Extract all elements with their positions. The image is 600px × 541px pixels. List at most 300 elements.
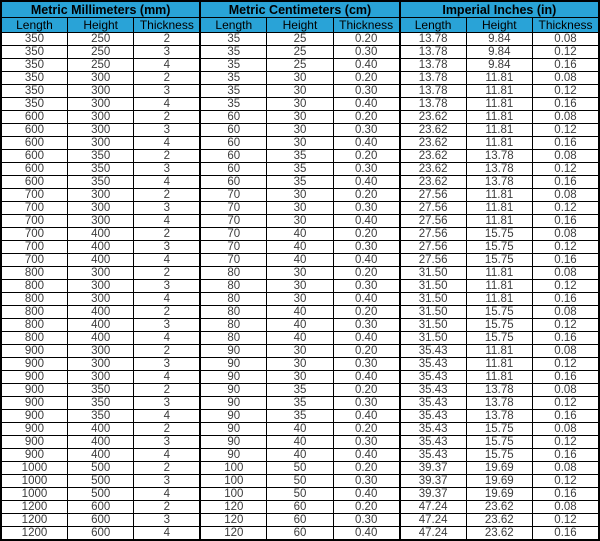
table-cell: 350 — [67, 397, 133, 410]
table-cell: 2 — [134, 501, 200, 514]
table-cell: 0.12 — [533, 124, 600, 137]
table-row — [1, 436, 599, 449]
table-cell: 250 — [67, 33, 133, 46]
table-cell: 800 — [1, 319, 67, 332]
table-cell: 30 — [267, 111, 333, 124]
table-cell: 15.75 — [466, 449, 532, 462]
table-cell: 4 — [134, 59, 200, 72]
table-cell: 600 — [1, 111, 67, 124]
table-cell: 40 — [267, 319, 333, 332]
section-header-cm: Metric Centimeters (cm) — [200, 1, 399, 18]
table-cell: 31.50 — [400, 267, 466, 280]
table-cell: 0.12 — [533, 436, 600, 449]
table-cell: 25 — [267, 33, 333, 46]
table-cell: 120 — [200, 501, 266, 514]
table-cell: 0.16 — [533, 59, 600, 72]
table-cell: 700 — [1, 189, 67, 202]
table-cell: 0.20 — [333, 345, 399, 358]
table-cell: 30 — [267, 267, 333, 280]
table-cell: 15.75 — [466, 241, 532, 254]
table-cell: 0.12 — [533, 358, 600, 371]
table-cell: 4 — [134, 176, 200, 189]
table-cell: 0.08 — [533, 306, 600, 319]
table-cell: 0.12 — [533, 46, 600, 59]
table-cell: 0.40 — [333, 98, 399, 111]
table-cell: 80 — [200, 293, 266, 306]
table-cell: 2 — [134, 423, 200, 436]
table-cell: 35.43 — [400, 423, 466, 436]
table-cell: 27.56 — [400, 228, 466, 241]
table-row — [1, 98, 599, 111]
table-cell: 250 — [67, 46, 133, 59]
table-cell: 31.50 — [400, 306, 466, 319]
table-cell: 0.20 — [333, 306, 399, 319]
table-cell: 900 — [1, 423, 67, 436]
table-row — [1, 371, 599, 384]
table-cell: 50 — [267, 475, 333, 488]
table-cell: 40 — [267, 436, 333, 449]
table-cell: 0.30 — [333, 280, 399, 293]
table-cell: 15.75 — [466, 228, 532, 241]
table-cell: 90 — [200, 397, 266, 410]
table-row — [1, 46, 599, 59]
table-cell: 70 — [200, 241, 266, 254]
table-cell: 400 — [67, 254, 133, 267]
table-cell: 0.12 — [533, 202, 600, 215]
table-row — [1, 72, 599, 85]
column-header-cm-height: Height — [267, 18, 333, 33]
table-cell: 0.08 — [533, 33, 600, 46]
table-cell: 0.12 — [533, 475, 600, 488]
table-cell: 35 — [200, 33, 266, 46]
table-cell: 300 — [67, 137, 133, 150]
table-cell: 35.43 — [400, 384, 466, 397]
table-row — [1, 163, 599, 176]
table-cell: 30 — [267, 358, 333, 371]
table-cell: 0.30 — [333, 475, 399, 488]
table-cell: 0.08 — [533, 267, 600, 280]
table-cell: 900 — [1, 436, 67, 449]
table-row — [1, 488, 599, 501]
table-cell: 0.30 — [333, 124, 399, 137]
table-cell: 9.84 — [466, 59, 532, 72]
table-cell: 35 — [267, 163, 333, 176]
table-cell: 30 — [267, 124, 333, 137]
table-cell: 11.81 — [466, 371, 532, 384]
table-cell: 23.62 — [400, 124, 466, 137]
table-cell: 3 — [134, 475, 200, 488]
table-cell: 3 — [134, 319, 200, 332]
section-header-mm: Metric Millimeters (mm) — [1, 1, 200, 18]
table-cell: 13.78 — [466, 397, 532, 410]
table-cell: 3 — [134, 202, 200, 215]
table-cell: 400 — [67, 436, 133, 449]
table-cell: 600 — [1, 137, 67, 150]
table-cell: 0.30 — [333, 202, 399, 215]
table-cell: 40 — [267, 332, 333, 345]
table-cell: 70 — [200, 215, 266, 228]
table-cell: 350 — [67, 410, 133, 423]
table-cell: 30 — [267, 137, 333, 150]
table-cell: 30 — [267, 98, 333, 111]
table-cell: 90 — [200, 436, 266, 449]
table-cell: 250 — [67, 59, 133, 72]
table-cell: 30 — [267, 202, 333, 215]
table-cell: 2 — [134, 150, 200, 163]
table-cell: 350 — [1, 46, 67, 59]
table-cell: 300 — [67, 85, 133, 98]
table-cell: 4 — [134, 215, 200, 228]
table-cell: 2 — [134, 462, 200, 475]
table-cell: 15.75 — [466, 254, 532, 267]
table-row — [1, 33, 599, 46]
table-cell: 40 — [267, 423, 333, 436]
table-cell: 27.56 — [400, 189, 466, 202]
table-cell: 900 — [1, 384, 67, 397]
table-cell: 13.78 — [466, 150, 532, 163]
table-cell: 13.78 — [400, 85, 466, 98]
table-cell: 3 — [134, 85, 200, 98]
table-cell: 1000 — [1, 488, 67, 501]
table-cell: 3 — [134, 163, 200, 176]
table-cell: 0.20 — [333, 423, 399, 436]
table-cell: 1200 — [1, 527, 67, 541]
table-cell: 3 — [134, 280, 200, 293]
table-row — [1, 384, 599, 397]
table-row — [1, 280, 599, 293]
table-cell: 19.69 — [466, 488, 532, 501]
table-cell: 600 — [1, 124, 67, 137]
table-cell: 27.56 — [400, 215, 466, 228]
table-cell: 0.08 — [533, 345, 600, 358]
table-cell: 0.16 — [533, 488, 600, 501]
table-cell: 60 — [200, 163, 266, 176]
table-cell: 0.30 — [333, 358, 399, 371]
table-row — [1, 189, 599, 202]
table-cell: 40 — [267, 254, 333, 267]
table-cell: 27.56 — [400, 202, 466, 215]
table-cell: 60 — [200, 111, 266, 124]
table-row — [1, 202, 599, 215]
table-cell: 500 — [67, 462, 133, 475]
table-cell: 60 — [200, 150, 266, 163]
table-cell: 31.50 — [400, 293, 466, 306]
table-cell: 0.20 — [333, 72, 399, 85]
table-cell: 80 — [200, 306, 266, 319]
table-cell: 35.43 — [400, 345, 466, 358]
table-cell: 13.78 — [466, 410, 532, 423]
table-cell: 100 — [200, 488, 266, 501]
table-cell: 350 — [1, 72, 67, 85]
table-cell: 39.37 — [400, 488, 466, 501]
table-cell: 30 — [267, 72, 333, 85]
table-cell: 60 — [267, 501, 333, 514]
table-cell: 11.81 — [466, 98, 532, 111]
table-cell: 11.81 — [466, 280, 532, 293]
table-cell: 0.08 — [533, 189, 600, 202]
table-row — [1, 241, 599, 254]
table-cell: 23.62 — [400, 163, 466, 176]
table-cell: 400 — [67, 228, 133, 241]
column-header-mm-height: Height — [67, 18, 133, 33]
table-cell: 0.12 — [533, 163, 600, 176]
table-cell: 0.30 — [333, 397, 399, 410]
table-cell: 400 — [67, 332, 133, 345]
column-header-in-thickness: Thickness — [533, 18, 600, 33]
table-cell: 30 — [267, 293, 333, 306]
table-cell: 300 — [67, 202, 133, 215]
table-cell: 0.12 — [533, 280, 600, 293]
table-cell: 0.16 — [533, 98, 600, 111]
table-cell: 11.81 — [466, 202, 532, 215]
table-cell: 23.62 — [400, 150, 466, 163]
table-row — [1, 475, 599, 488]
table-cell: 35 — [267, 176, 333, 189]
table-cell: 23.62 — [400, 111, 466, 124]
table-cell: 90 — [200, 423, 266, 436]
table-cell: 35 — [267, 397, 333, 410]
table-cell: 300 — [67, 189, 133, 202]
table-cell: 0.30 — [333, 85, 399, 98]
table-cell: 0.08 — [533, 72, 600, 85]
table-cell: 4 — [134, 527, 200, 541]
table-cell: 19.69 — [466, 475, 532, 488]
table-cell: 15.75 — [466, 436, 532, 449]
table-cell: 0.12 — [533, 397, 600, 410]
table-cell: 120 — [200, 514, 266, 527]
table-cell: 500 — [67, 488, 133, 501]
table-cell: 600 — [67, 501, 133, 514]
table-cell: 0.40 — [333, 449, 399, 462]
table-cell: 13.78 — [466, 176, 532, 189]
table-cell: 300 — [67, 371, 133, 384]
table-cell: 300 — [67, 98, 133, 111]
table-cell: 800 — [1, 280, 67, 293]
table-row — [1, 254, 599, 267]
table-row — [1, 137, 599, 150]
table-cell: 35 — [267, 410, 333, 423]
table-cell: 0.40 — [333, 254, 399, 267]
table-cell: 13.78 — [400, 72, 466, 85]
table-cell: 90 — [200, 371, 266, 384]
table-cell: 300 — [67, 358, 133, 371]
table-row — [1, 449, 599, 462]
table-cell: 600 — [1, 163, 67, 176]
table-cell: 35 — [267, 384, 333, 397]
table-cell: 0.40 — [333, 137, 399, 150]
table-cell: 4 — [134, 332, 200, 345]
table-cell: 3 — [134, 124, 200, 137]
table-cell: 700 — [1, 241, 67, 254]
table-cell: 35.43 — [400, 371, 466, 384]
table-cell: 900 — [1, 397, 67, 410]
table-cell: 13.78 — [466, 384, 532, 397]
table-cell: 400 — [67, 241, 133, 254]
table-row — [1, 332, 599, 345]
table-cell: 60 — [267, 514, 333, 527]
table-cell: 0.20 — [333, 228, 399, 241]
table-cell: 27.56 — [400, 254, 466, 267]
table-cell: 700 — [1, 202, 67, 215]
table-cell: 11.81 — [466, 137, 532, 150]
table-cell: 0.12 — [533, 85, 600, 98]
table-cell: 60 — [200, 176, 266, 189]
table-cell: 90 — [200, 449, 266, 462]
table-cell: 15.75 — [466, 332, 532, 345]
table-cell: 60 — [267, 527, 333, 541]
table-cell: 80 — [200, 280, 266, 293]
table-cell: 0.12 — [533, 514, 600, 527]
table-cell: 300 — [67, 267, 133, 280]
table-cell: 0.40 — [333, 410, 399, 423]
table-cell: 4 — [134, 449, 200, 462]
column-header-in-height: Height — [466, 18, 532, 33]
table-cell: 350 — [1, 33, 67, 46]
table-cell: 15.75 — [466, 319, 532, 332]
table-cell: 11.81 — [466, 358, 532, 371]
table-cell: 47.24 — [400, 527, 466, 541]
table-cell: 0.20 — [333, 33, 399, 46]
table-cell: 23.62 — [466, 501, 532, 514]
table-cell: 13.78 — [400, 33, 466, 46]
table-cell: 300 — [67, 124, 133, 137]
table-cell: 35.43 — [400, 397, 466, 410]
table-cell: 11.81 — [466, 85, 532, 98]
table-cell: 2 — [134, 228, 200, 241]
table-cell: 2 — [134, 267, 200, 280]
table-cell: 4 — [134, 137, 200, 150]
table-cell: 2 — [134, 189, 200, 202]
table-cell: 0.30 — [333, 241, 399, 254]
table-row — [1, 111, 599, 124]
column-header-row — [1, 18, 599, 33]
table-row — [1, 514, 599, 527]
table-cell: 350 — [67, 176, 133, 189]
table-cell: 0.30 — [333, 46, 399, 59]
table-cell: 1200 — [1, 514, 67, 527]
table-cell: 600 — [67, 514, 133, 527]
table-row — [1, 150, 599, 163]
table-cell: 4 — [134, 410, 200, 423]
table-row — [1, 215, 599, 228]
table-row — [1, 85, 599, 98]
table-cell: 900 — [1, 345, 67, 358]
table-cell: 2 — [134, 72, 200, 85]
table-row — [1, 462, 599, 475]
table-cell: 30 — [267, 371, 333, 384]
table-cell: 35.43 — [400, 358, 466, 371]
table-cell: 0.40 — [333, 59, 399, 72]
table-cell: 31.50 — [400, 319, 466, 332]
table-cell: 70 — [200, 189, 266, 202]
table-cell: 2 — [134, 111, 200, 124]
table-cell: 300 — [67, 280, 133, 293]
table-cell: 0.40 — [333, 176, 399, 189]
table-cell: 120 — [200, 527, 266, 541]
column-header-mm-thickness: Thickness — [134, 18, 200, 33]
table-cell: 0.12 — [533, 241, 600, 254]
table-cell: 0.08 — [533, 384, 600, 397]
table-cell: 1000 — [1, 475, 67, 488]
table-cell: 1200 — [1, 501, 67, 514]
section-header-in: Imperial Inches (in) — [400, 1, 599, 18]
table-cell: 50 — [267, 488, 333, 501]
table-cell: 500 — [67, 475, 133, 488]
table-cell: 35 — [200, 72, 266, 85]
table-cell: 3 — [134, 397, 200, 410]
table-cell: 80 — [200, 267, 266, 280]
table-cell: 40 — [267, 306, 333, 319]
table-cell: 4 — [134, 254, 200, 267]
table-cell: 3 — [134, 436, 200, 449]
table-cell: 300 — [67, 345, 133, 358]
table-cell: 11.81 — [466, 189, 532, 202]
table-cell: 350 — [67, 384, 133, 397]
table-cell: 800 — [1, 306, 67, 319]
table-cell: 400 — [67, 423, 133, 436]
table-cell: 3 — [134, 46, 200, 59]
table-cell: 11.81 — [466, 345, 532, 358]
table-cell: 0.20 — [333, 501, 399, 514]
table-cell: 0.08 — [533, 462, 600, 475]
table-cell: 40 — [267, 228, 333, 241]
table-cell: 35 — [200, 59, 266, 72]
table-cell: 900 — [1, 371, 67, 384]
table-row — [1, 293, 599, 306]
table-cell: 0.30 — [333, 436, 399, 449]
table-cell: 0.20 — [333, 150, 399, 163]
table-cell: 31.50 — [400, 280, 466, 293]
table-cell: 30 — [267, 215, 333, 228]
table-row — [1, 176, 599, 189]
table-cell: 0.16 — [533, 332, 600, 345]
table-cell: 350 — [1, 98, 67, 111]
table-cell: 39.37 — [400, 462, 466, 475]
section-header-row — [1, 1, 599, 18]
table-cell: 11.81 — [466, 215, 532, 228]
table-cell: 13.78 — [466, 163, 532, 176]
table-cell: 0.40 — [333, 293, 399, 306]
table-cell: 0.08 — [533, 423, 600, 436]
table-cell: 90 — [200, 345, 266, 358]
table-cell: 80 — [200, 319, 266, 332]
table-row — [1, 59, 599, 72]
table-cell: 0.20 — [333, 111, 399, 124]
column-header-cm-thickness: Thickness — [333, 18, 399, 33]
table-cell: 35.43 — [400, 436, 466, 449]
table-cell: 90 — [200, 384, 266, 397]
table-cell: 700 — [1, 215, 67, 228]
table-cell: 700 — [1, 228, 67, 241]
table-cell: 35.43 — [400, 449, 466, 462]
table-cell: 3 — [134, 514, 200, 527]
table-row — [1, 358, 599, 371]
table-cell: 0.40 — [333, 332, 399, 345]
table-cell: 700 — [1, 254, 67, 267]
table-cell: 35 — [200, 98, 266, 111]
table-cell: 40 — [267, 241, 333, 254]
table-cell: 0.40 — [333, 488, 399, 501]
table-cell: 70 — [200, 228, 266, 241]
table-cell: 40 — [267, 449, 333, 462]
table-cell: 800 — [1, 293, 67, 306]
table-cell: 300 — [67, 215, 133, 228]
table-cell: 400 — [67, 319, 133, 332]
table-row — [1, 124, 599, 137]
table-cell: 2 — [134, 345, 200, 358]
table-cell: 47.24 — [400, 514, 466, 527]
table-cell: 90 — [200, 358, 266, 371]
